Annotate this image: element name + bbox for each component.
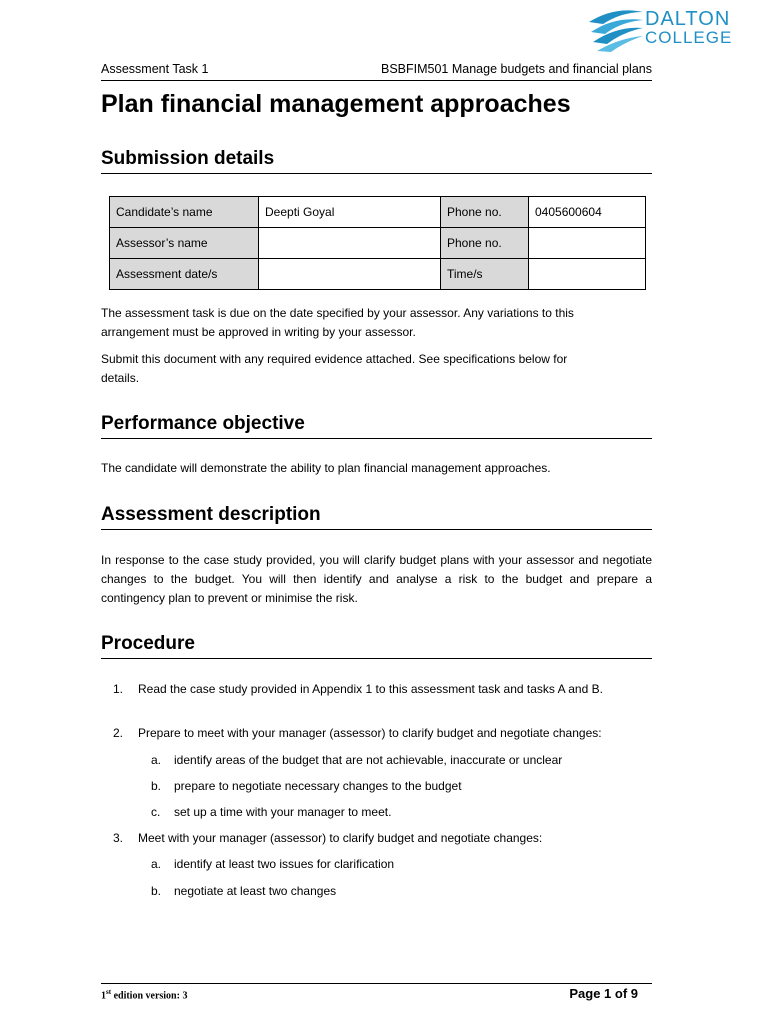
page-title: Plan financial management approaches — [101, 90, 571, 118]
header-unit: BSBFIM501 Manage budgets and financial plans — [380, 62, 652, 76]
phone-label: Phone no. — [441, 197, 529, 228]
swoosh-icon — [585, 4, 645, 54]
time-label: Time/s — [441, 259, 529, 290]
footer-divider — [101, 983, 652, 984]
due-date-paragraph: The assessment task is due on the date specified by your assessor. Any variations to this arrangement must be approved in writing by your assessor. — [101, 306, 574, 339]
submission-heading: Submission details — [101, 148, 652, 174]
header-divider — [101, 80, 652, 81]
header-task: Assessment Task 1 — [101, 62, 209, 76]
page-number: Page 1 of 9 — [569, 986, 638, 1001]
candidate-name-value: Deepti Goyal — [259, 197, 441, 228]
table-row — [110, 259, 646, 290]
submission-details-table — [109, 196, 646, 290]
logo-college-text: COLLEGE — [645, 28, 733, 47]
objective-text: The candidate will demonstrate the ability to plan financial management approaches. — [101, 461, 551, 475]
table-row — [110, 228, 646, 259]
logo-dalton-text: DALTON — [645, 8, 731, 30]
time-value — [529, 259, 646, 290]
phone-value: 0405600604 — [529, 197, 646, 228]
assessment-date-value — [259, 259, 441, 290]
assessor-name-value — [259, 228, 441, 259]
candidate-name-label: Candidate’s name — [110, 197, 259, 228]
assessor-phone-value — [529, 228, 646, 259]
running-header — [101, 62, 652, 76]
dalton-college-logo — [585, 4, 755, 54]
assessor-phone-label: Phone no. — [441, 228, 529, 259]
description-heading: Assessment description — [101, 504, 652, 530]
description-text: In response to the case study provided, you will clarify budget plans with your assessor and negotiate changes to the budget. You will then identify and analyse a risk to the budget and prepare a contingency plan to prevent or minimise the risk. — [101, 553, 652, 605]
procedure-heading: Procedure — [101, 633, 652, 659]
submit-paragraph: Submit this document with any required evidence attached. See specifications below for details. — [101, 352, 568, 385]
assessment-date-label: Assessment date/s — [110, 259, 259, 290]
table-row — [110, 197, 646, 228]
assessor-name-label: Assessor’s name — [110, 228, 259, 259]
edition-version: 1st edition version: 3 — [101, 988, 188, 1002]
objective-heading: Performance objective — [101, 413, 652, 439]
